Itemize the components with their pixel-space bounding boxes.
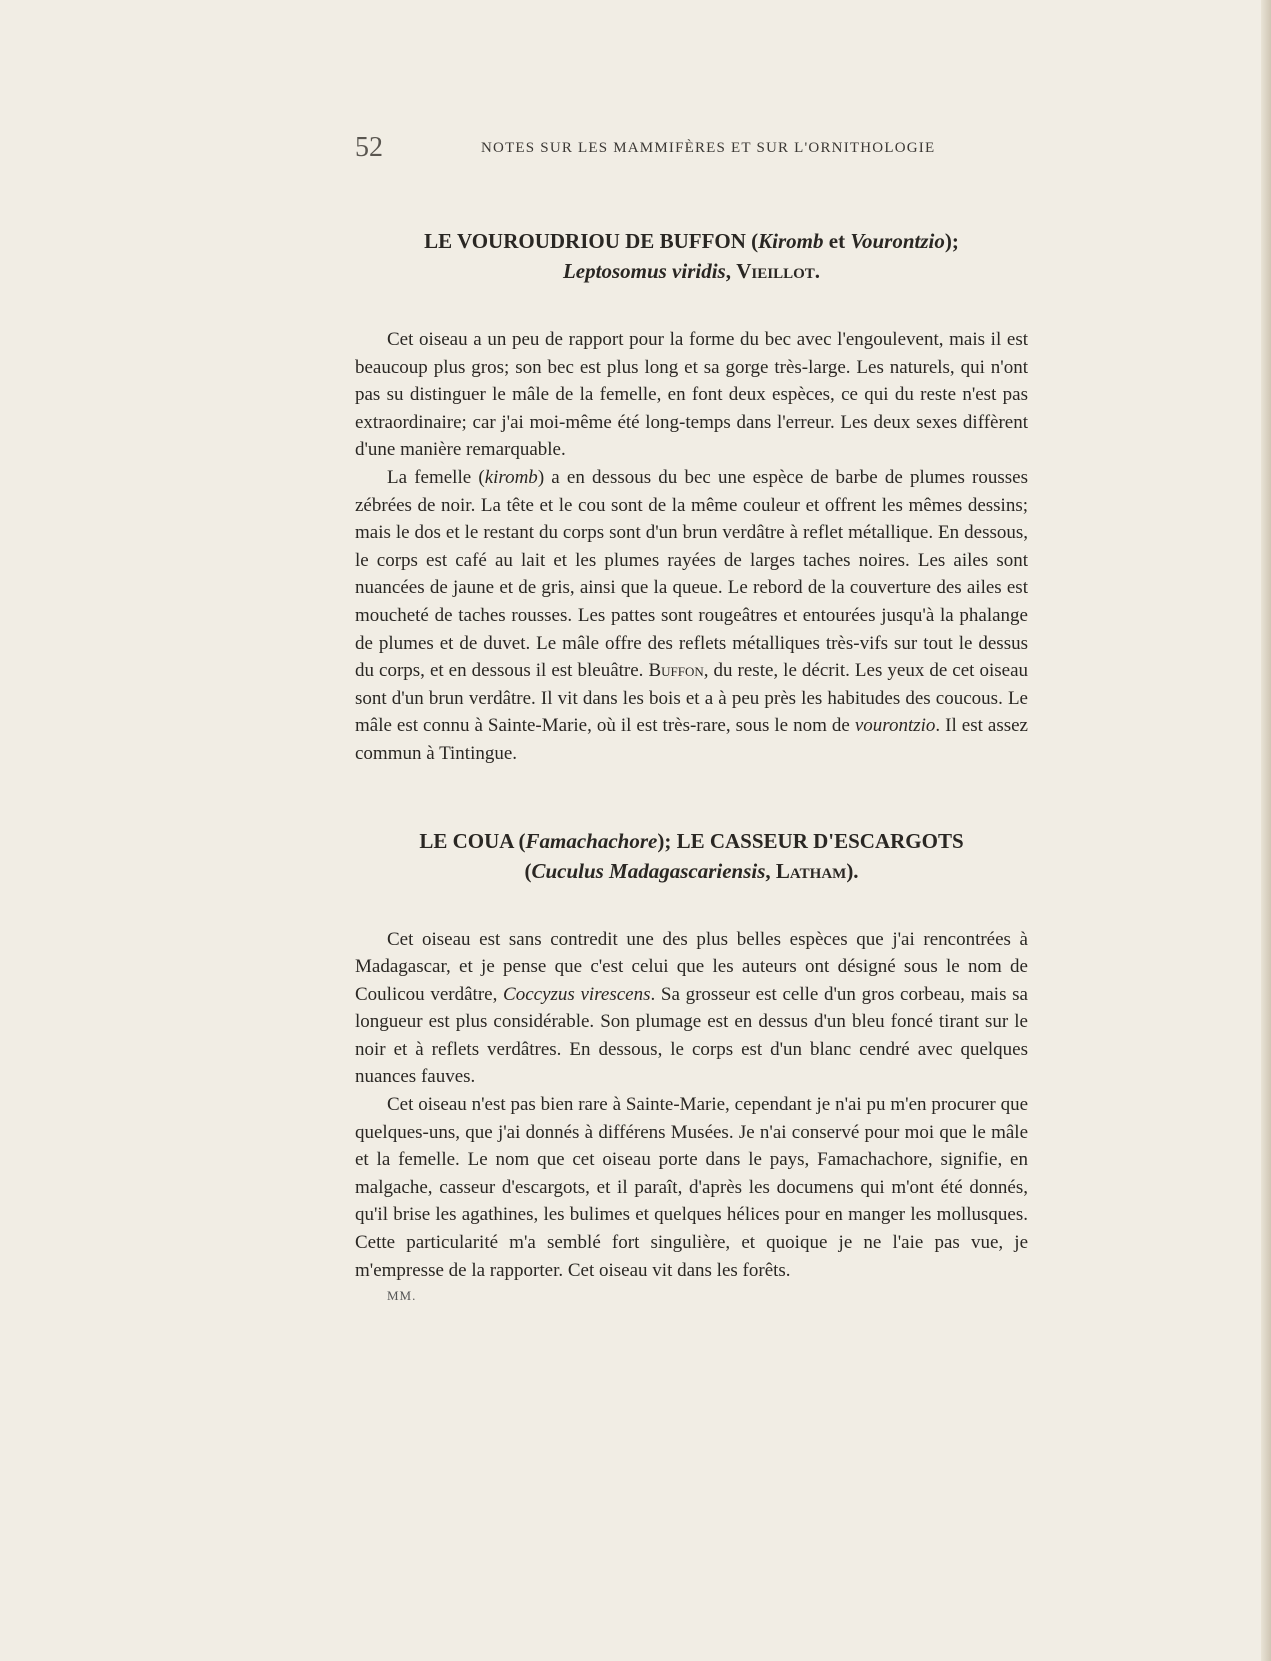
s2p1-c: . Sa grosseur est celle d'un gros corbeau, mais sa longueur est plus considérable. Son plumage est en dessus d'un bleu foncé tirant sur le noir et à reflets verdâtres. En dessous, le corps est d'un blanc cendré avec quelques nuances fauves. <box>355 983 1028 1088</box>
s1p2-kiromb: kiromb <box>484 466 538 488</box>
section1-sub-sep: , <box>725 259 737 283</box>
section1-subtitle <box>355 256 1028 286</box>
section1-title-vourontzio: Vourontzio <box>850 229 945 253</box>
section1-paragraph-1: Cet oiseau a un peu de rapport pour la forme du bec avec l'engoulevent, mais il est beaucoup plus gros; son bec est plus long et sa gorge très-large. Les naturels, qui n'ont pas su distinguer le mâle de la femelle, en font deux espèces, ce qui du reste n'est pas extraordinaire; car j'ai moi-même été long-temps dans l'erreur. Les deux sexes diffèrent d'une manière remarquable. <box>355 329 1028 461</box>
s2p1-coccyzus: Coccyzus virescens <box>503 983 651 1005</box>
section1-title <box>355 226 1028 256</box>
section1-title-et: et <box>823 229 851 253</box>
section2-paragraph-2: Cet oiseau n'est pas bien rare à Sainte-Marie, cependant je n'ai pu m'en procurer que quelques-uns, que j'ai donnés à différens Musées. Je n'ai conservé pour moi que le mâle et la femelle. Le nom que cet oiseau porte dans le pays, Famachachore, signifie, en malgache, casseur d'escargots, et il paraît, d'après les documens qui m'ont été donnés, qu'il brise les agathines, les bulimes et quelques hélices pour en manger les mollusques. Cette particularité m'a semblé fort singulière, et quoique je ne l'aie pas vue, je m'empresse de la rapporter. Cet oiseau vit dans les forêts. <box>355 1094 1028 1281</box>
section1-sub-end: . <box>814 259 821 283</box>
signature: MM. <box>387 1288 417 1304</box>
s2p1-a: Cet oiseau est sans contredit une des plus belles espèces que j'ai rencontrées à Madagascar, et je pense que c'est celui que les auteurs ont désigné sous le nom de Coulicou verdâtre, <box>355 928 1028 1005</box>
section2-body <box>355 926 1028 1305</box>
section1-title-kiromb: Kiromb <box>758 229 824 253</box>
s1p2-e: , du reste, le décrit. Les yeux de cet oiseau sont d'un brun verdâtre. Il vit dans les bois et a à peu près les habitudes des coucous. Le mâle est connu à Sainte-Marie, où il est très-rare, sous le nom de <box>355 660 1029 737</box>
section2-paragraph-1 <box>355 926 1028 1092</box>
section1-body <box>355 326 1028 768</box>
section2-author: Latham <box>775 858 847 883</box>
s1p2-a: La femelle ( <box>387 466 485 488</box>
section2-title-text: LE COUA ( <box>419 828 526 853</box>
section2-title-famachachore: Famachachore <box>525 828 658 853</box>
s1p2-g: . Il est assez commun à Tintingue. <box>355 715 1028 764</box>
running-head: NOTES SUR LES MAMMIFÈRES ET SUR L'ORNITHOLOGIE <box>481 140 936 156</box>
section2-title-end: ); LE CASSEUR D'ESCARGOTS <box>657 828 964 853</box>
section2-sub-sep: , <box>765 858 776 883</box>
section1-author: Vieillot <box>736 259 815 283</box>
section2-title <box>355 826 1028 856</box>
section1-title-end: ); <box>944 229 959 253</box>
section2-latin-name: Cuculus Madagascariensis <box>531 858 766 883</box>
s1p2-buffon: Buffon <box>648 660 704 682</box>
page-number: 52 <box>355 132 383 163</box>
page-edge <box>1261 0 1271 1661</box>
s1p2-vourontzio: vourontzio <box>854 715 936 737</box>
section1-paragraph-2 <box>355 464 1028 768</box>
page-header <box>355 132 1015 164</box>
section1-latin-name: Leptosomus viridis <box>562 259 726 283</box>
section2-sub-open: ( <box>524 858 532 883</box>
page-content <box>355 226 1028 1304</box>
section2-sub-end: ). <box>846 858 859 883</box>
s1p2-c: ) a en dessous du bec une espèce de barbe de plumes rousses zébrées de noir. La tête et le cou sont de la même couleur et offrent les mêmes dessins; mais le dos et le restant du corps sont d'un brun verdâtre à reflet métallique. En dessous, le corps est café au lait et les plumes rayées de larges taches noires. Les ailes sont nuancées de jaune et de gris, ainsi que la queue. Le rebord de la couverture des ailes est moucheté de taches rousses. Les pattes sont rougeâtres et entourées jusqu'à la phalange de plumes et de duvet. Le mâle offre des reflets métalliques très-vifs sur tout le dessus du corps, et en dessous il est bleuâtre. <box>355 466 1028 682</box>
section1-title-text: LE VOUROUDRIOU DE BUFFON ( <box>424 229 759 253</box>
section2-subtitle <box>355 856 1028 886</box>
